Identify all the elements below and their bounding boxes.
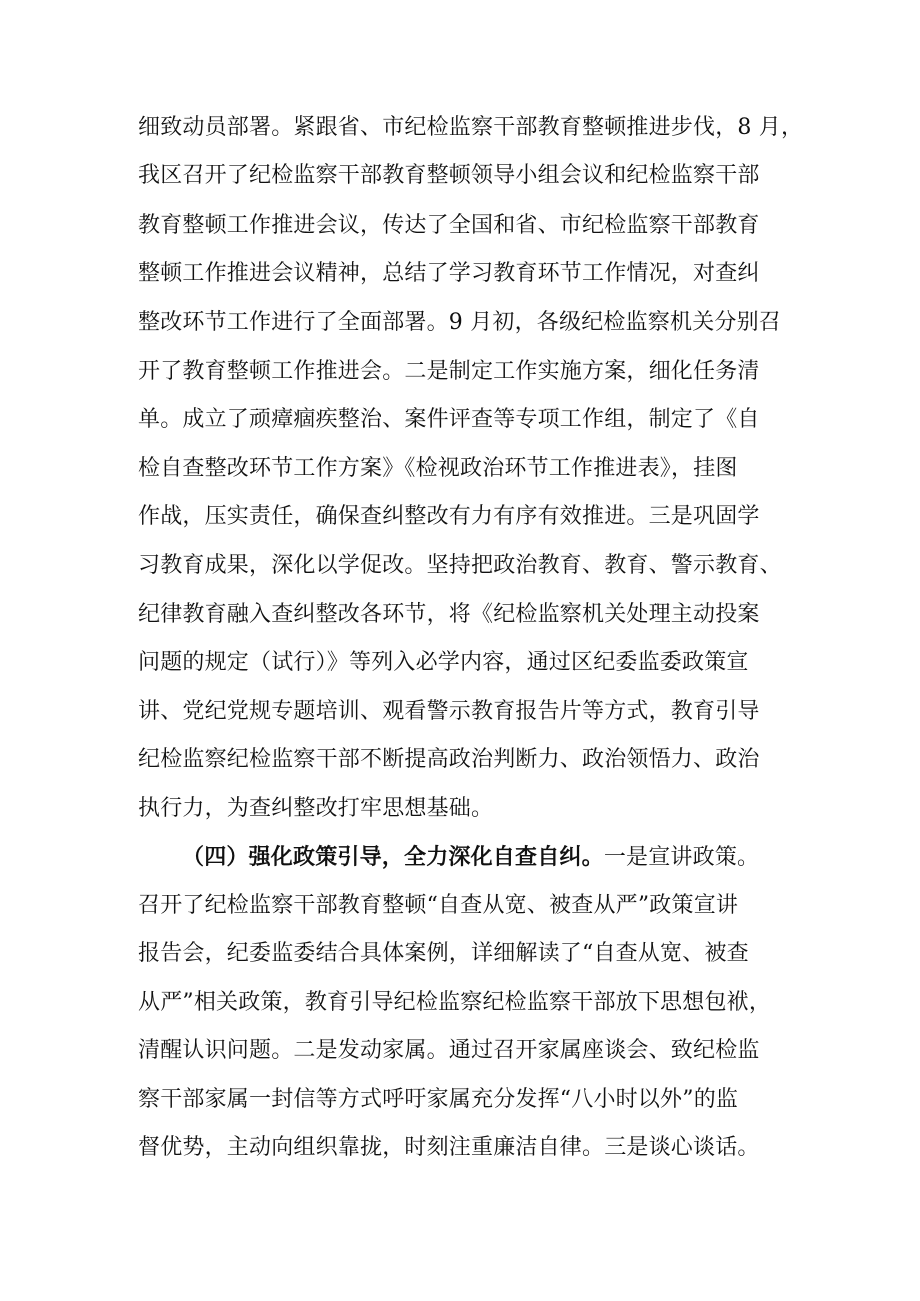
- paragraph-line: 细致动员部署。紧跟省、市纪检监察干部教育整顿推进步伐，8 月，: [138, 115, 804, 140]
- paragraph-line: 检自查整改环节工作方案》《检视政治环节工作推进表》，挂图: [138, 456, 738, 481]
- paragraph-line: 从严”相关政策，教育引导纪检监察纪检监察干部放下思想包袱，: [138, 990, 772, 1015]
- section-heading-rest: 一是宣讲政策。: [603, 845, 760, 870]
- paragraph-line: 教育整顿工作推进会议，传达了全国和省、市纪检监察干部教育: [138, 213, 760, 238]
- paragraph-line: 清醒认识问题。二是发动家属。通过召开家属座谈会、致纪检监: [138, 1038, 760, 1063]
- section-heading-line: [182, 837, 822, 877]
- paragraph-line: 报告会，纪委监委结合具体案例，详细解读了“自查从宽、被查: [138, 941, 749, 966]
- paragraph-line: 单。成立了顽瘴痼疾整治、案件评查等专项工作组，制定了《自: [138, 407, 760, 432]
- paragraph-line: 讲、党纪党规专题培训、观看警示教育报告片等方式，教育引导: [138, 699, 760, 724]
- paragraph-line: 纪检监察纪检监察干部不断提高政治判断力、政治领悟力、政治: [138, 747, 760, 772]
- paragraph-line: 作战，压实责任，确保查纠整改有力有序有效推进。三是巩固学: [138, 504, 760, 529]
- paragraph-line: 问题的规定（试行）》等列入必学内容，通过区纪委监委政策宣: [138, 650, 749, 675]
- paragraph-line: 习教育成果，深化以学促改。坚持把政治教育、教育、警示教育、: [138, 553, 782, 578]
- section-heading: （四）强化政策引导，全力深化自查自纠。: [182, 844, 604, 870]
- paragraph-line: 整改环节工作进行了全面部署。9 月初，各级纪检监察机关分别召: [138, 310, 781, 335]
- paragraph-line: 纪律教育融入查纠整改各环节，将《纪检监察机关处理主动投案: [138, 602, 760, 627]
- paragraph-line: 察干部家属一封信等方式呼吁家属充分发挥“八小时以外”的监: [138, 1087, 739, 1112]
- paragraph-line: 督优势，主动向组织靠拢，时刻注重廉洁自律。三是谈心谈话。: [138, 1135, 760, 1160]
- paragraph-line: 整顿工作推进会议精神，总结了学习教育环节工作情况，对查纠: [138, 261, 760, 286]
- paragraph-line: 执行力，为查纠整改打牢思想基础。: [138, 796, 494, 821]
- paragraph-line: 开了教育整顿工作推进会。二是制定工作实施方案，细化任务清: [138, 359, 760, 384]
- paragraph-line: 召开了纪检监察干部教育整顿“自查从宽、被查从严”政策宣讲: [138, 893, 739, 918]
- paragraph-line: 我区召开了纪检监察干部教育整顿领导小组会议和纪检监察干部: [138, 163, 760, 188]
